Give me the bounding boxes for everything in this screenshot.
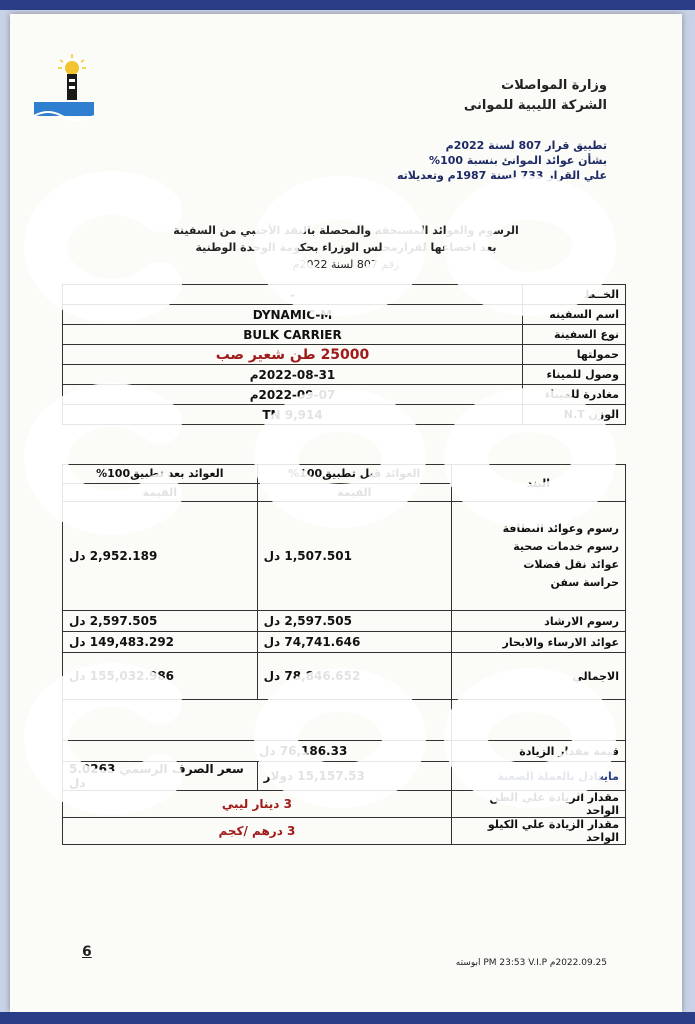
spacer-cell xyxy=(63,700,452,741)
spacer-cell xyxy=(451,700,625,741)
equivalent-value: 15,157.53 دولار xyxy=(257,762,451,791)
vessel-name-label: اسم السفينة xyxy=(523,305,626,325)
pilotage-fees-item: رسوم الارشاد xyxy=(451,611,625,632)
arrival-value: 2022-08-31م xyxy=(63,365,523,385)
net-tonnage-value: TN 9,914 xyxy=(63,405,523,425)
table-row xyxy=(63,653,626,700)
table-row xyxy=(63,405,626,425)
departure-value: 2022-09-07م xyxy=(63,385,523,405)
decision-line-2: بشأن عوائد الموانئ بنسبة 100% xyxy=(429,154,607,167)
cargo-label: حمولتها xyxy=(523,345,626,365)
per-kilo-label: مقدار الزيادة علي الكيلو الواحد xyxy=(451,818,625,845)
exchange-rate-label: سعر الصرف الرسمي xyxy=(119,762,244,776)
item-line: حراسة سفن xyxy=(550,576,619,589)
table-row xyxy=(63,305,626,325)
table-row xyxy=(63,611,626,632)
ministry-name: وزارة المواصلات xyxy=(501,78,607,93)
line-value: - xyxy=(63,285,523,305)
item-line: رسوم وعوائد النظافة xyxy=(502,522,619,535)
fee-before-value: 74,741.646 دل xyxy=(257,632,451,653)
fee-after-value: 2,952.189 دل xyxy=(63,502,258,611)
fee-after-value: 149,483.292 دل xyxy=(63,632,258,653)
table-row xyxy=(63,365,626,385)
table-header-row xyxy=(63,465,626,484)
fee-after-value: 2,597.505 دل xyxy=(63,611,258,632)
before-column-header: العوائد قبل تطبيق100% xyxy=(257,465,451,484)
cargo-value: 25000 طن شعير صب xyxy=(63,345,523,365)
cleaning-health-fees-item xyxy=(451,502,625,611)
table-row xyxy=(63,385,626,405)
document-title-line-2: بعد اخضاعها لقرارمجلس الوزراء بحكومة الوحدة الوطنية xyxy=(195,241,497,254)
fee-before-value: 1,507.501 دل xyxy=(257,502,451,611)
top-frame-bar xyxy=(0,0,695,10)
document-title-line-3: رقم 807 لسنة 2022م xyxy=(292,258,400,271)
table-row xyxy=(63,325,626,345)
total-before-value: 78,846.652 دل xyxy=(257,653,451,700)
table-row xyxy=(63,818,626,845)
increase-label: قيمة مقدار الزيادة xyxy=(451,741,625,762)
equivalent-label: مايعادل بالعملة الصعبة xyxy=(451,762,625,791)
page-number: 6 xyxy=(82,944,92,960)
exchange-rate-cell xyxy=(63,762,258,791)
after-column-header: العوائد بعد تطبيق100% xyxy=(63,465,258,484)
net-tonnage-label: الوزن N.T xyxy=(523,405,626,425)
decision-line-3: علي القرار 733 لسنة 1987م وتعديلاته xyxy=(396,169,607,182)
print-stamp: 2022.09.25م PM 23:53 V.I.P ابوسته xyxy=(455,958,607,968)
table-row xyxy=(63,285,626,305)
item-line: رسوم خدمات صحية xyxy=(513,540,619,553)
per-ton-value: 3 دينار ليبي xyxy=(63,791,452,818)
total-label: الاجمالي xyxy=(451,653,625,700)
fee-before-value: 2,597.505 دل xyxy=(257,611,451,632)
table-row xyxy=(63,700,626,741)
ministry-header xyxy=(464,76,607,116)
table-row xyxy=(63,741,626,762)
bottom-frame-bar xyxy=(0,1012,695,1024)
before-value-header: القيمة xyxy=(257,483,451,502)
line-label: الخــط xyxy=(523,285,626,305)
fees-table xyxy=(62,464,626,845)
company-name: الشركة الليبية للموانى xyxy=(463,98,607,113)
vessel-info-table xyxy=(62,284,626,425)
item-column-header: البند xyxy=(451,465,625,502)
vessel-type-value: BULK CARRIER xyxy=(63,325,523,345)
departure-label: مغادرة للميناء xyxy=(523,385,626,405)
increase-value: 76,186.33 دل xyxy=(63,741,452,762)
table-row xyxy=(63,791,626,818)
company-logo xyxy=(32,52,96,122)
vessel-type-label: نوع السفينة xyxy=(523,325,626,345)
table-row xyxy=(63,632,626,653)
per-kilo-value: 3 درهم /كجم xyxy=(63,818,452,845)
vessel-name-value: DYNAMIC-M xyxy=(63,305,523,325)
document-title-line-1: الرسوم والعوائد المستحقة والمحصلة بالنقد الأجنبي من السفينة xyxy=(173,224,519,237)
table-row xyxy=(63,345,626,365)
berthing-fees-item: عوائد الارساء والابحار xyxy=(451,632,625,653)
document-page xyxy=(10,14,682,1012)
arrival-label: وصول للميناء xyxy=(523,365,626,385)
exchange-rate-value: 5.0263 دل xyxy=(69,762,116,790)
total-after-value: 155,032.986 دل xyxy=(63,653,258,700)
table-row xyxy=(63,762,626,791)
per-ton-label: مقدار الزيادة علي الطن الواحد xyxy=(451,791,625,818)
decision-line-1: تطبيق قرار 807 لسنة 2022م xyxy=(445,139,607,152)
table-row xyxy=(63,502,626,611)
after-value-header: القيمة xyxy=(63,483,258,502)
item-line: عوائد نقل فضلات xyxy=(523,558,619,571)
decision-reference xyxy=(397,138,607,183)
